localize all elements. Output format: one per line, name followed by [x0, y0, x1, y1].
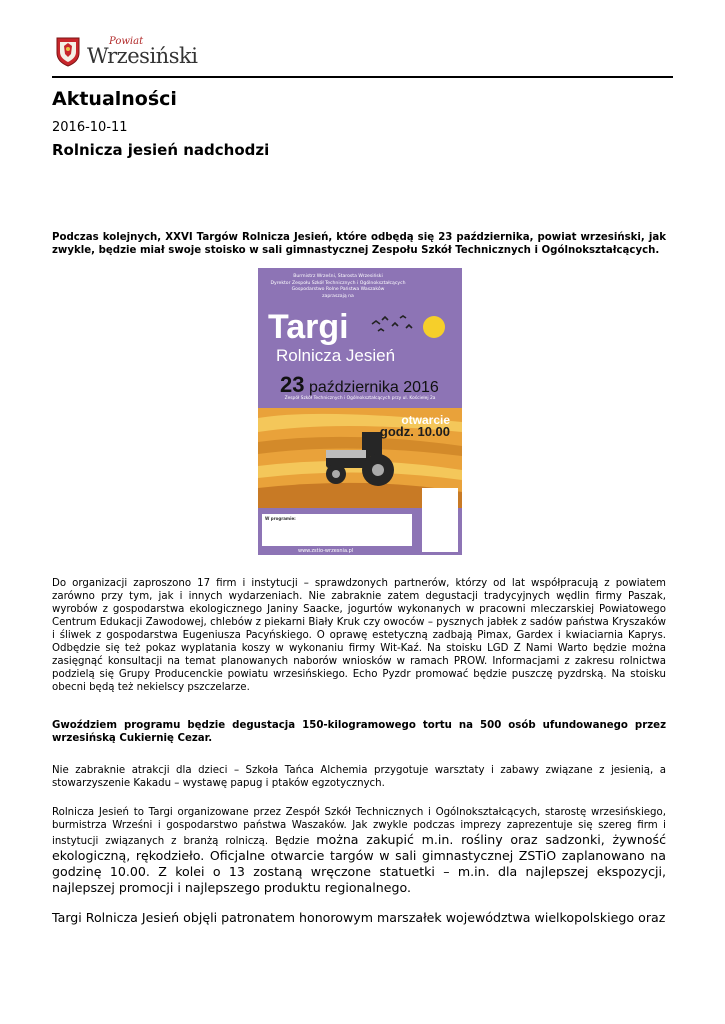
section-title: Aktualności: [52, 88, 177, 110]
article-highlight: Gwoździem programu będzie degustacja 150-kilogramowego tortu na 500 osób ufundowanego przez wrzesińską Cukiernię Cezar.: [52, 720, 666, 744]
birds-and-sun-icon: [366, 304, 456, 344]
article-paragraph-1: Do organizacji zaproszono 17 firm i instytucji – sprawdzonych partnerów, którzy od lat współpracują z powiatem zarówno przy tym, jak i innych wydarzeniach. Nie zabraknie zatem degustacji tradycyjnych wędlin firmy Paszak, wyrobów z gospodarstwa ekologicznego Janiny Saacke, jogurtów wykonanych w pracowni mleczarskiej Powiatowego Centrum Edukacji Zawodowej, chlebów z piekarni Biały Kruk czy owoców – pysznych jabłek z sadów państwa Kryszaków i śliwek z gospodarstwa Eugeniusza Pacyńskiego. O oprawę estetyczną zadbają Pimax, Gardex i kwiaciarnia Kaprys. Odbędzie się też pokaz wyplatania koszy w wykonaniu firmy Wit-Kaź. Na stoisku LGD Z Nami Warto będzie można zasięgnąć konsultacji na temat planowanych naborów wniosków w ramach PROW. Informacjami z zakresu rolnictwa podzielą się Grupy Producenckie powiatu wrzesińskiego. Echo Pyzdr promować będzie puszczę pyzdrską. Na stoisku obecni będą też nekielscy pszczelarze.: [52, 578, 666, 693]
poster-website: www.zstio-wrzesnia.pl: [298, 548, 354, 554]
poster-organizers: Burmistrz Wrześni, Starosta Wrzesiński Dyrektor Zespołu Szkół Technicznych i Ogólnokształcących Gospodarstwo Rolne Państwa Waszaków zapraszają na: [270, 274, 406, 299]
poster-title-targi: Targi: [268, 308, 349, 346]
powiat-logo[interactable]: [56, 36, 198, 68]
article-paragraph-3: Rolnicza Jesień to Targi organizowane przez Zespół Szkół Technicznych i Ogólnokształcących, starostę wrzesińskiego, burmistrza Wrześni i gospodarstwo państwa Waszaków. Jak zwykle podczas imprezy zaprezentuje się szereg firm i instytucji związanych z branżą rolniczą. Będzie można zakupić m.in. rośliny oraz sadzonki, żywność ekologiczną, rękodzieło. Oficjalne otwarcie targów w sali gimnastycznej ZSTiO zaplanowano na godzinę 10.00. Z kolei o 13 zostaną wręczone statuetki – m.in. dla najlepszej ekspozycji, najlepszej promocji i najlepszego produktu regionalnego.: [52, 807, 667, 895]
logo-big-text: Wrzesiński: [87, 44, 198, 68]
article-date: 2016-10-11: [52, 120, 128, 135]
poster-sponsor-logos: [422, 488, 458, 552]
poster-title-rolnicza: Rolnicza Jesień: [276, 346, 396, 365]
coat-of-arms-icon: [56, 37, 80, 67]
poster-header-area: [258, 268, 462, 408]
event-poster-image: [258, 268, 462, 555]
poster-opening: otwarcie godz. 10.00: [379, 413, 450, 439]
logo-small-text: Powiat: [109, 36, 144, 47]
poster-date: 23 października 2016: [280, 372, 439, 397]
poster-place: Zespół Szkół Technicznych i Ogólnokształcących przy ul. Kościelej 2a: [284, 396, 436, 401]
poster-program-box: W programie:: [262, 514, 412, 546]
article-paragraph-2: Nie zabraknie atrakcji dla dzieci – Szkoła Tańca Alchemia przygotuje warsztaty i zabawy związane z jesienią, a stowarzyszenie Kakadu – wystawę papug i ptaków egzotycznych.: [52, 765, 666, 789]
article-lead: Podczas kolejnych, XXVI Targów Rolnicza Jesień, które odbędą się 23 października, powiat wrzesiński, jak zwykle, będzie miał swoje stoisko w sali gimnastycznej Zespołu Szkół Technicznych i Ogólnokształcących.: [52, 232, 666, 256]
article-paragraph-4: Targi Rolnicza Jesień objęli patronatem honorowym marszałek województwa wielkopolskiego oraz: [52, 910, 666, 925]
page-header: [52, 34, 673, 78]
article-title: Rolnicza jesień nadchodzi: [52, 141, 270, 159]
